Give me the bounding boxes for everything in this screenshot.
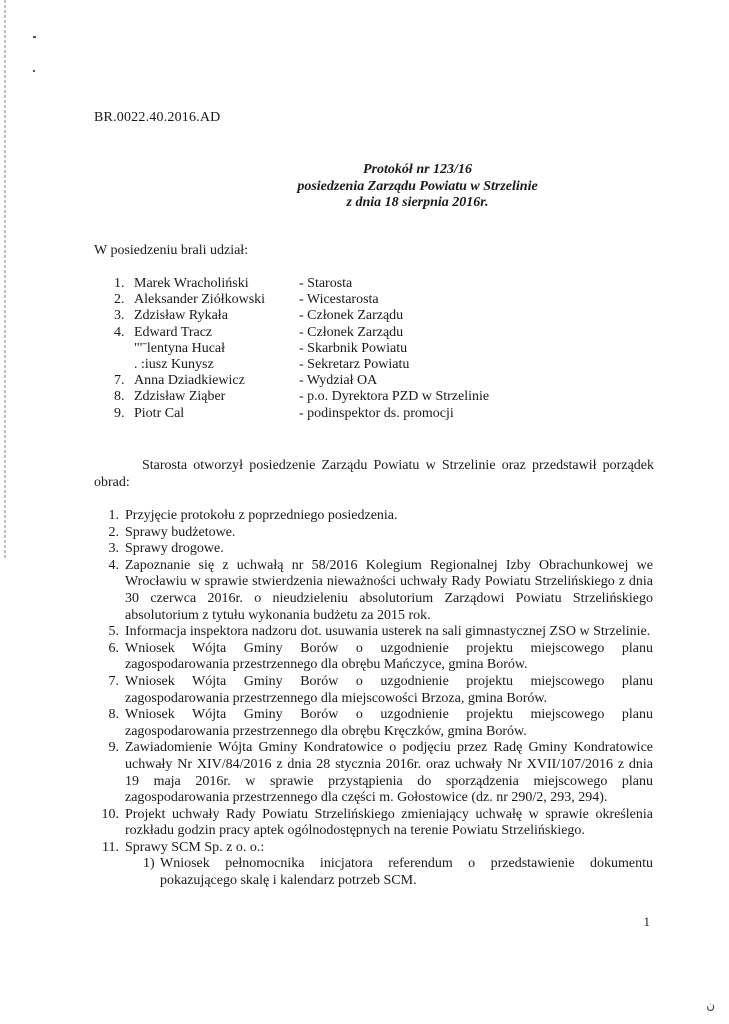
attendee-number: 1. (114, 276, 125, 291)
title-line-date: z dnia 18 sierpnia 2016r. (346, 195, 489, 211)
agenda-item (100, 840, 653, 857)
attendee-number: 7. (114, 373, 125, 389)
agenda-item-text: Sprawy budżetowe. (125, 524, 236, 540)
attendee-row (114, 373, 534, 389)
agenda-item-text: Sprawy SCM Sp. z o. o.: (125, 839, 265, 855)
attendee-number: 8. (114, 389, 125, 405)
attendance-intro: W posiedzeniu brali udział: (94, 243, 249, 258)
attendee-role: - Członek Zarządu (299, 324, 404, 340)
attendee-row (114, 357, 534, 373)
agenda-item-number: 9. (108, 740, 119, 756)
attendee-number: 4. (114, 324, 125, 340)
attendee-role: - Wicestarosta (299, 292, 379, 308)
agenda-item-text-cont: zagospodarowania przestrzennego dla miejscowości Brzoza, gmina Borów. (125, 690, 548, 706)
agenda-item-text: Wniosek Wójta Gminy Borów o uzgodnienie projektu miejscowego planu (125, 640, 653, 656)
agenda-item-text-cont: zagospodarowania przestrzennego dla obrębu Kręczków, gmina Borów. (125, 723, 527, 739)
agenda-sub-item-text: Wniosek pełnomocnika inicjatora referendum o przedstawienie dokumentu pokazującego skalę i kalendarz potrzeb SCM. (160, 856, 653, 889)
agenda-item-text-cont: zagospodarowania przestrzennego dla obrębu Mańczyce, gmina Borów. (125, 657, 528, 673)
attendee-name: Marek Wracholiński (134, 276, 249, 291)
scan-speck (33, 36, 36, 38)
agenda-item-number: 11. (102, 839, 119, 855)
attendee-role: - Członek Zarządu (299, 308, 404, 324)
agenda-list (100, 508, 653, 890)
agenda-item-number: 6. (108, 640, 119, 656)
agenda-item (100, 740, 653, 806)
corner-handwritten-mark: ن (706, 998, 715, 1012)
agenda-item (100, 508, 653, 525)
opening-line: Starosta otworzył posiedzenie Zarządu Powiatu w Strzelinie oraz przedstawił porządek (142, 458, 654, 473)
attendee-name: Piotr Cal (134, 405, 185, 421)
agenda-item-number: 7. (108, 673, 119, 689)
agenda-item-text: Zapoznanie się z uchwałą nr 58/2016 Kolegium Regionalnej Izby Obrachunkowej we Wrocławiu w sprawie stwierdzenia nieważności uchwały Rady Powiatu Strzelińskiego z dnia 30 czerwca 2016r. o nieudzieleniu absolutorium Zarządowi Powiatu Strzelińskiego absolutorium z tytułu wykonania budżetu za 2015 rok. (125, 557, 653, 623)
title-line-meeting: posiedzenia Zarządu Powiatu w Strzelinie (297, 178, 538, 194)
scan-binding-edge (4, 0, 6, 560)
agenda-item-number: 10. (101, 806, 119, 822)
attendee-name: Zdzisław Rykała (134, 308, 228, 324)
agenda-item-text: Zawiadomienie Wójta Gminy Kondratowice o podjęciu przez Radę Gminy Kondratowice uchwały Nr XIV/84/2016 z dnia 28 stycznia 2016r. oraz uchwały Nr XVII/107/2016 z dnia 19 maja 2016r. w sprawie przystąpienia do sporządzenia miejscowego planu zagospodarowania przestrzennego dla części m. Gołostowice (dz. nr 290/2, 293, 294). (125, 740, 653, 806)
attendee-row (114, 406, 534, 422)
agenda-item-number: 5. (108, 624, 119, 640)
attendee-row (114, 292, 534, 308)
document-title (0, 162, 729, 212)
agenda-item-text: Wniosek Wójta Gminy Borów o uzgodnienie projektu miejscowego planu (125, 707, 653, 723)
attendee-role: - Sekretarz Powiatu (299, 356, 410, 372)
attendee-role: - Skarbnik Powiatu (299, 340, 408, 356)
attendee-name: Anna Dziadkiewicz (134, 373, 245, 389)
agenda-item (100, 707, 653, 740)
attendee-name: . :iusz Kunysz (134, 356, 214, 372)
attendee-name: Aleksander Ziółkowski (134, 292, 266, 308)
agenda-item (100, 525, 653, 542)
agenda-item-text: Sprawy drogowe. (125, 541, 224, 557)
agenda-item (100, 674, 653, 707)
page-number: 1 (643, 914, 650, 929)
document-reference-number: BR.0022.40.2016.AD (94, 110, 221, 125)
attendee-list (114, 276, 534, 422)
agenda-item-text: Przyjęcie protokołu z poprzedniego posiedzenia. (125, 508, 398, 523)
attendee-number: 2. (114, 292, 125, 308)
attendee-row (114, 276, 534, 292)
agenda-sub-item (100, 856, 653, 889)
attendee-row (114, 389, 534, 405)
attendee-name: "'ˉlentyna Hucał (134, 340, 226, 356)
attendee-role: - Wydział OA (299, 373, 378, 389)
attendee-role: - p.o. Dyrektora PZD w Strzelinie (299, 389, 490, 405)
agenda-item (100, 807, 653, 840)
opening-paragraph (94, 458, 654, 491)
agenda-item-number: 4. (108, 557, 119, 573)
agenda-item-text: Wniosek Wójta Gminy Borów o uzgodnienie projektu miejscowego planu (125, 673, 653, 689)
attendee-row (114, 341, 534, 357)
attendee-role: - Starosta (299, 276, 353, 291)
agenda-item (100, 541, 653, 558)
attendee-role: - podinspektor ds. promocji (299, 405, 454, 421)
agenda-item-number: 8. (108, 707, 119, 723)
attendee-name: Zdzisław Ziąber (134, 389, 226, 405)
agenda-item-text: Projekt uchwały Rady Powiatu Strzelińskiego zmieniający uchwałę w sprawie określenia rozkładu godzin pracy aptek ogólnodostępnych na terenie Powiatu Strzelińskiego. (125, 806, 653, 839)
agenda-item (100, 558, 653, 624)
agenda-item (100, 641, 653, 674)
agenda-item (100, 624, 653, 641)
attendee-number: 3. (114, 308, 125, 324)
attendee-row (114, 325, 534, 341)
agenda-item-number: 2. (108, 524, 119, 540)
attendee-name: Edward Tracz (134, 324, 213, 340)
agenda-item-text: Informacja inspektora nadzoru dot. usuwania usterek na sali gimnastycznej ZSO w Strzelinie. (125, 624, 651, 640)
opening-line-end: obrad: (94, 474, 130, 490)
agenda-sub-item-number: 1) (143, 856, 155, 872)
attendee-number: 9. (114, 405, 125, 421)
scan-speck (33, 70, 35, 72)
agenda-item-number: 1. (108, 508, 119, 523)
attendee-row (114, 308, 534, 324)
agenda-item-number: 3. (108, 541, 119, 557)
title-line-protocol: Protokół nr 123/16 (363, 162, 472, 177)
